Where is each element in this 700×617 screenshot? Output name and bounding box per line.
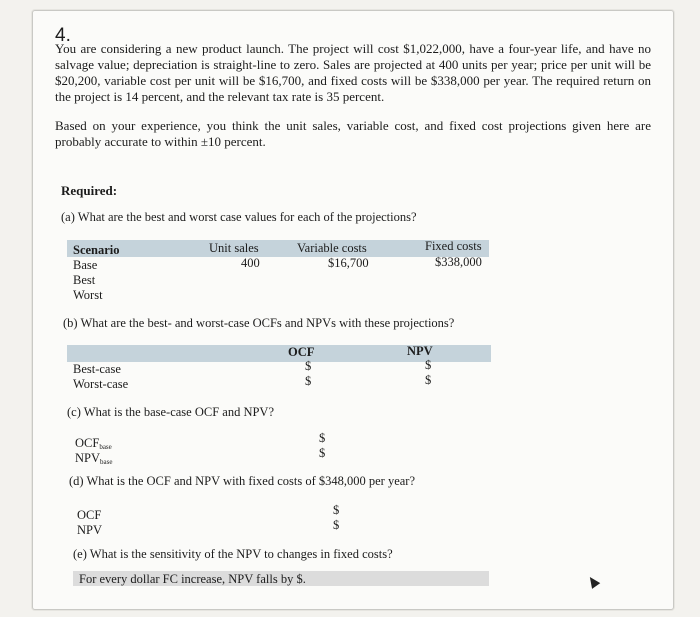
- part-c-question: (c) What is the base-case OCF and NPV?: [67, 405, 275, 419]
- part-a-header-variable-costs: Variable costs: [297, 241, 367, 255]
- part-d-ocf-value[interactable]: $: [333, 503, 340, 517]
- part-b-worst-ocf[interactable]: $: [305, 374, 312, 388]
- part-a-header-fixed-costs: Fixed costs: [425, 239, 482, 253]
- part-b-header-ocf: OCF: [288, 345, 315, 359]
- part-b-worst-npv[interactable]: $: [425, 373, 432, 387]
- part-d-question: (d) What is the OCF and NPV with fixed costs of $348,000 per year?: [69, 474, 416, 488]
- part-b-best-npv[interactable]: $: [425, 358, 432, 372]
- part-b-header-npv: NPV: [407, 344, 433, 358]
- part-b-best-label: Best-case: [73, 362, 121, 376]
- part-a-row-worst-label: Worst: [73, 288, 103, 302]
- problem-experience: Based on your experience, you think the unit sales, variable cost, and fixed cost projections given here are probably accurate to within ±10 percent.: [55, 118, 651, 149]
- part-a-base-variable-costs[interactable]: $16,700: [328, 256, 369, 270]
- part-b-best-ocf[interactable]: $: [305, 359, 312, 373]
- part-c-ocf-value[interactable]: $: [319, 431, 326, 445]
- part-c-npv-value[interactable]: $: [319, 446, 326, 460]
- part-a-base-unit-sales[interactable]: 400: [241, 256, 260, 270]
- problem-intro: You are considering a new product launch. The project will cost $1,022,000, have a four-year life, and have no salvage value; depreciation is straight-line to zero. Sales are projected at 400 units per year; price per unit will be $20,200, variable cost per unit will be $16,700, and fixed costs will be $338,000 per year. The required return on the project is 14 percent, and the relevant tax rate is 35 percent.: [55, 41, 651, 104]
- part-d-npv-value[interactable]: $: [333, 518, 340, 532]
- part-e-question: (e) What is the sensitivity of the NPV to changes in fixed costs?: [73, 547, 393, 561]
- part-b-question: (b) What are the best- and worst-case OCFs and NPVs with these projections?: [63, 316, 455, 330]
- required-heading: Required:: [61, 183, 118, 198]
- part-a-header-unit-sales: Unit sales: [209, 241, 259, 255]
- part-b-worst-label: Worst-case: [73, 377, 129, 391]
- part-d-ocf-label: OCF: [77, 508, 102, 522]
- part-a-row-best-label: Best: [73, 273, 96, 287]
- part-d-npv-label: NPV: [77, 523, 103, 537]
- part-a-header-scenario: Scenario: [73, 243, 120, 257]
- part-a-base-fixed-costs[interactable]: $338,000: [435, 255, 482, 269]
- part-a-question: (a) What are the best and worst case values for each of the projections?: [61, 210, 417, 224]
- part-c-ocf-label: $OCF_{base}$: [75, 436, 112, 451]
- part-a-row-base-label: Base: [73, 258, 98, 272]
- question-number: 4.: [55, 25, 71, 46]
- question-page: [32, 10, 674, 610]
- part-e-answer-text[interactable]: For every dollar FC increase, NPV falls by $.: [79, 572, 306, 586]
- part-c-npv-label: $NPV_{base}$: [75, 451, 113, 466]
